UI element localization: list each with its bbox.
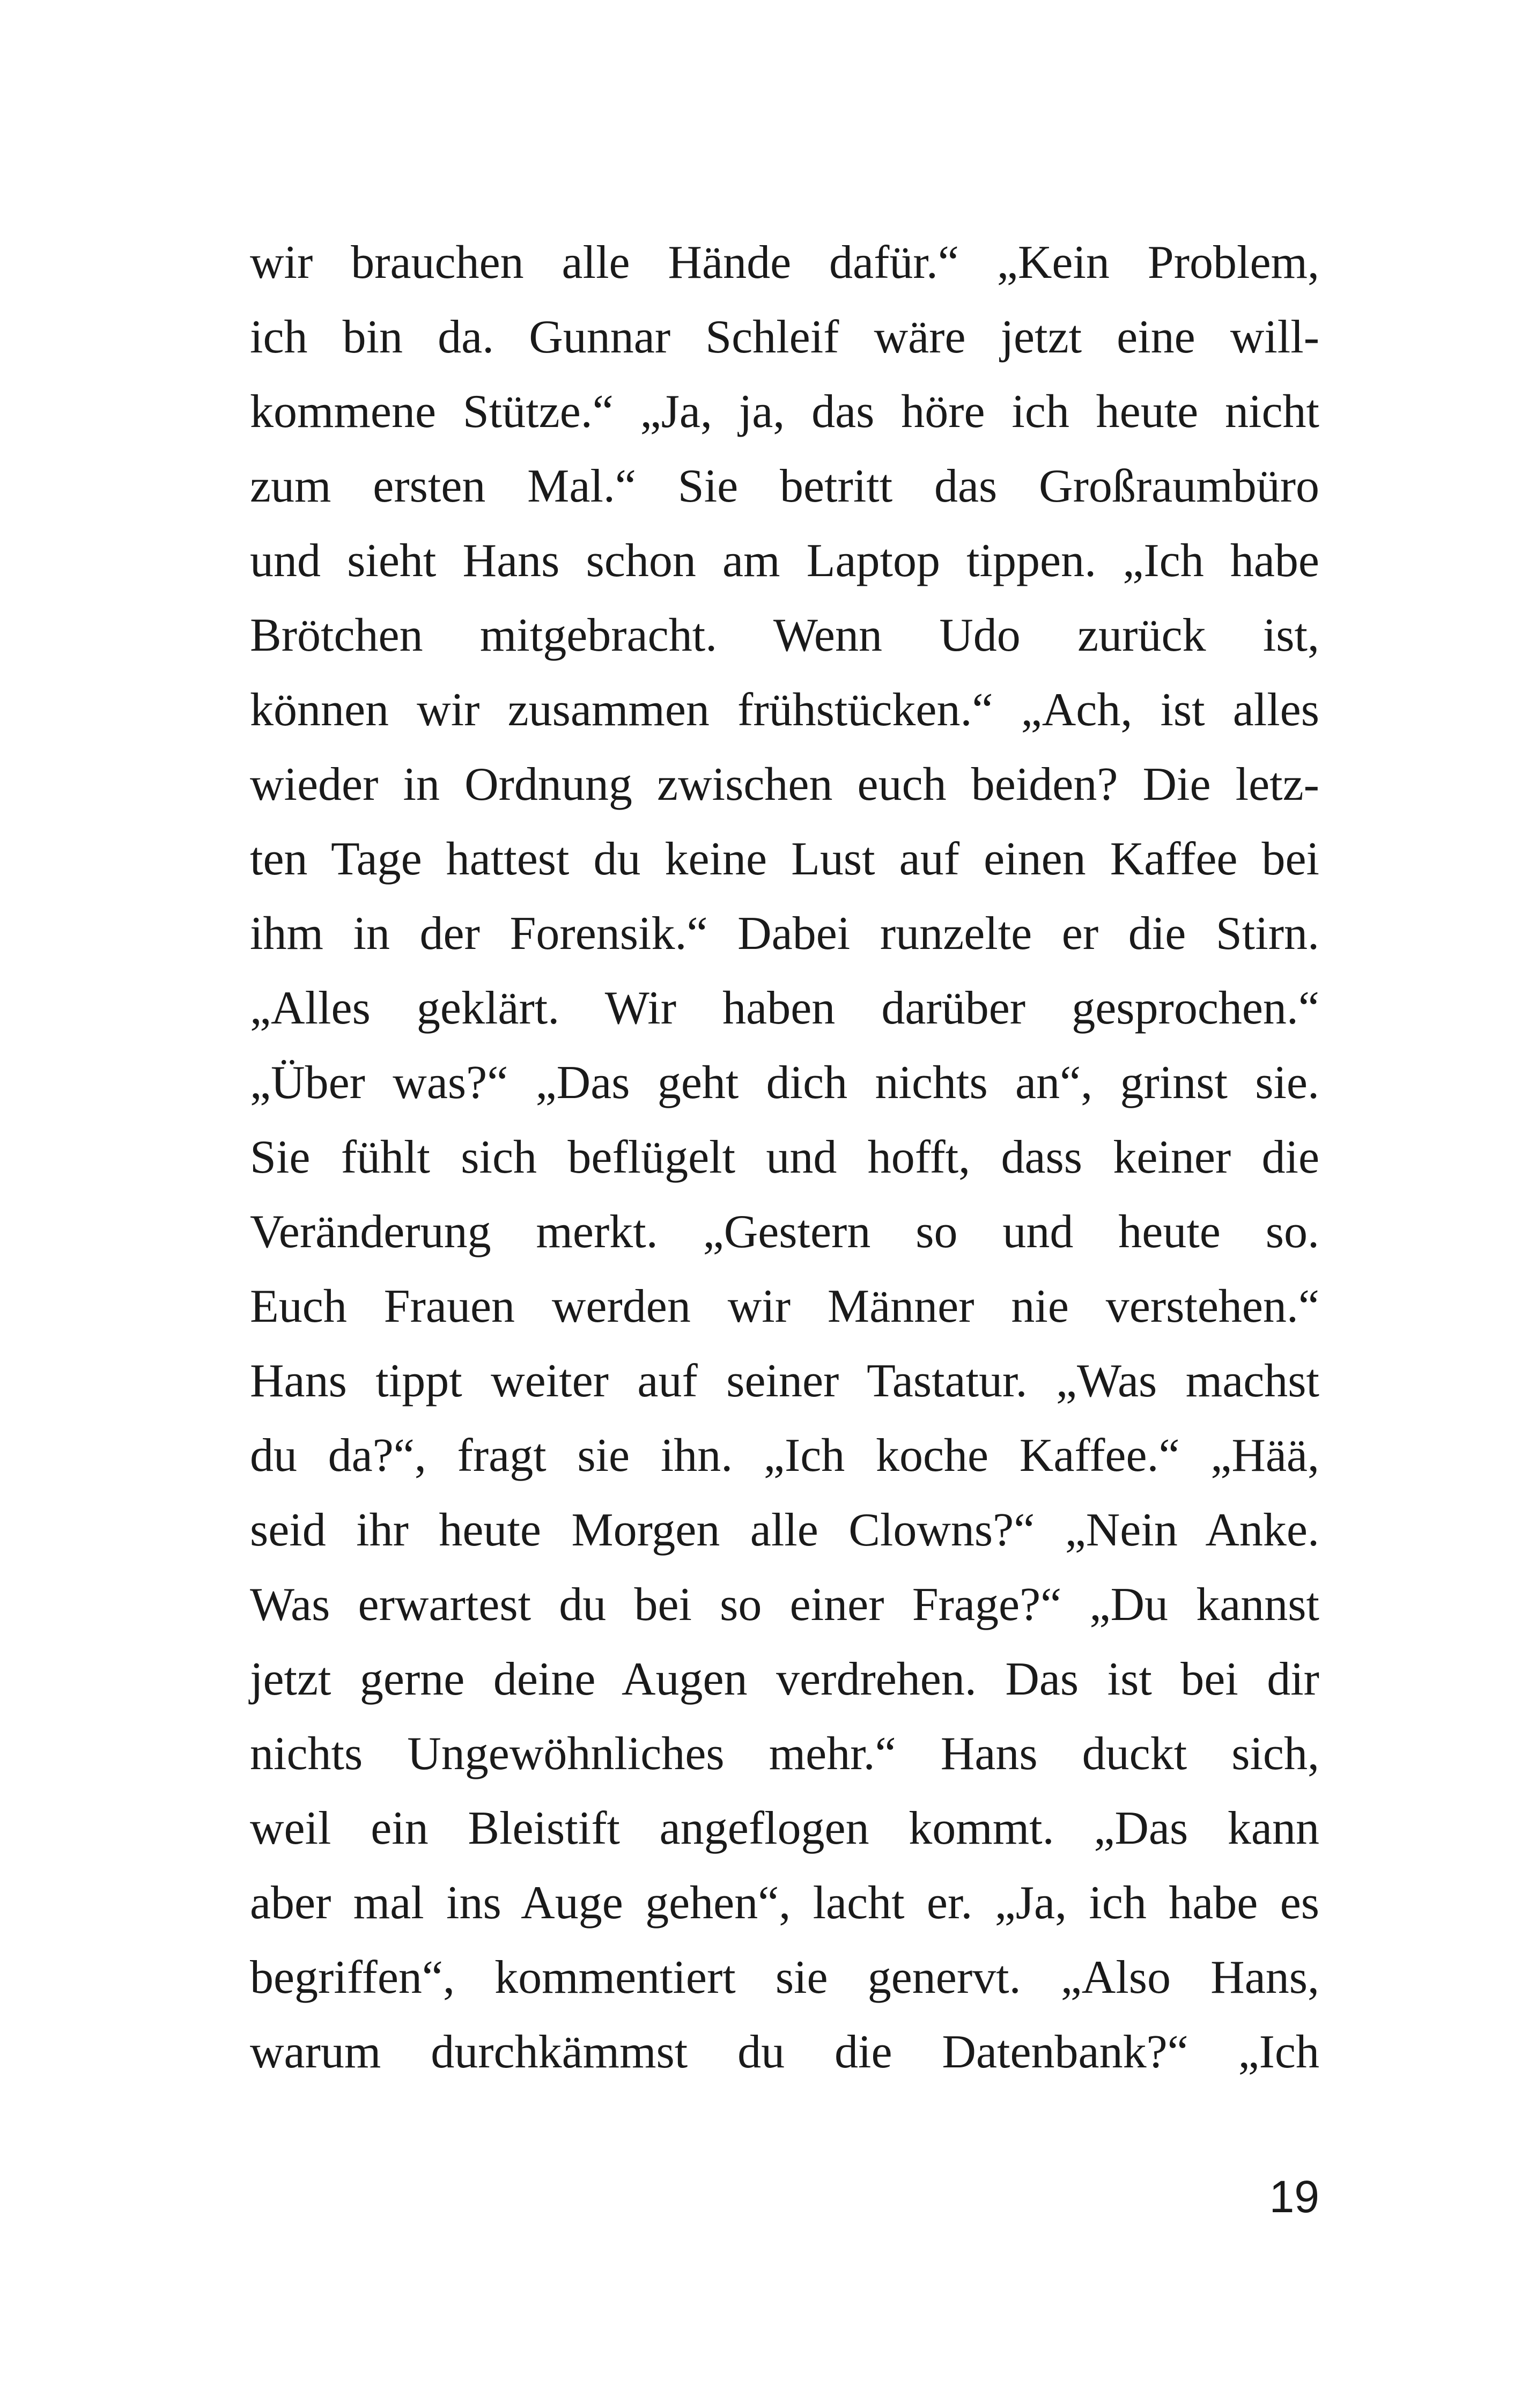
- text-line: zum ersten Mal.“ Sie betritt das Großraumbüro: [250, 460, 1319, 512]
- body-text: [250, 225, 1319, 2089]
- text-line: warum durchkämmst du die Datenbank?“ „Ich: [250, 2026, 1319, 2078]
- text-line: „Über was?“ „Das geht dich nichts an“, grinst sie.: [250, 1057, 1319, 1109]
- text-line: begriffen“, kommentiert sie genervt. „Also Hans,: [250, 1952, 1319, 2004]
- text-line: und sieht Hans schon am Laptop tippen. „Ich habe: [250, 535, 1319, 587]
- text-line: ihm in der Forensik.“ Dabei runzelte er die Stirn.: [250, 908, 1319, 960]
- text-line: „Alles geklärt. Wir haben darüber gesprochen.“: [250, 982, 1319, 1034]
- text-line: aber mal ins Auge gehen“, lacht er. „Ja, ich habe es: [250, 1877, 1319, 1929]
- text-line: wieder in Ordnung zwischen euch beiden? Die letz-: [250, 759, 1319, 811]
- text-line: kommene Stütze.“ „Ja, ja, das höre ich heute nicht: [250, 386, 1319, 438]
- page-number: 19: [1269, 2171, 1319, 2222]
- text-line: Hans tippt weiter auf seiner Tastatur. „Was machst: [250, 1355, 1319, 1407]
- text-line: weil ein Bleistift angeflogen kommt. „Das kann: [250, 1802, 1319, 1854]
- text-line: jetzt gerne deine Augen verdrehen. Das ist bei dir: [250, 1653, 1319, 1705]
- text-line: Sie fühlt sich beflügelt und hofft, dass keiner die: [250, 1131, 1319, 1183]
- text-line: ich bin da. Gunnar Schleif wäre jetzt eine will-: [250, 311, 1319, 363]
- text-line: du da?“, fragt sie ihn. „Ich koche Kaffee.“ „Hää,: [250, 1430, 1319, 1482]
- text-line: Was erwartest du bei so einer Frage?“ „Du kannst: [250, 1579, 1319, 1631]
- text-line: ten Tage hattest du keine Lust auf einen Kaffee bei: [250, 833, 1319, 885]
- text-line: können wir zusammen frühstücken.“ „Ach, ist alles: [250, 684, 1319, 736]
- text-line: Euch Frauen werden wir Männer nie verstehen.“: [250, 1280, 1319, 1332]
- text-line: wir brauchen alle Hände dafür.“ „Kein Problem,: [250, 237, 1319, 289]
- text-line: nichts Ungewöhnliches mehr.“ Hans duckt sich,: [250, 1728, 1319, 1780]
- text-line: Veränderung merkt. „Gestern so und heute so.: [250, 1206, 1319, 1258]
- text-line: Brötchen mitgebracht. Wenn Udo zurück ist,: [250, 609, 1319, 661]
- text-line: seid ihr heute Morgen alle Clowns?“ „Nein Anke.: [250, 1504, 1319, 1556]
